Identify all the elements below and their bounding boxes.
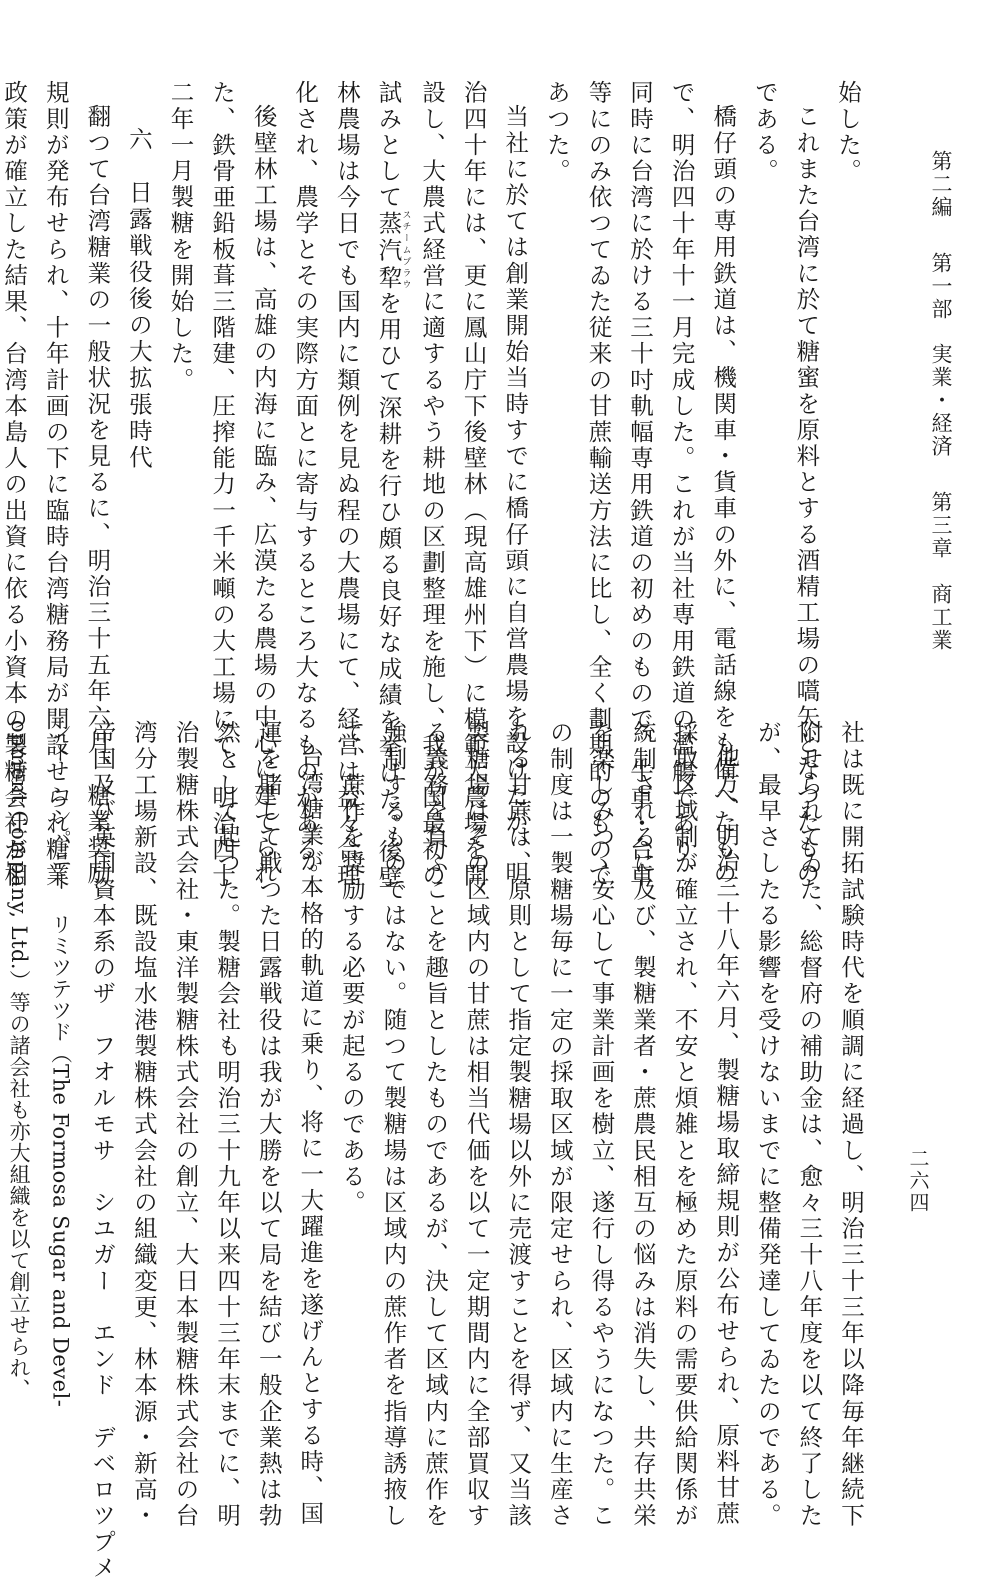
lower-line: 採取区域制が確立され、不安と煩雑とを極めた原料の需要供給関係が <box>670 720 699 1530</box>
upper-line: 翻つて台湾糖業の一般状況を見るに、明治三十五年六月、糖業奨励 <box>83 103 112 887</box>
lower-line: 然として起つた。製糖会社も明治三十九年以来四十三年末までに、明 <box>213 720 242 1530</box>
upper-line: 試みとして蒸汽犂スチームプラウを用ひて深耕を行ひ頗る良好な成績を挙げた。後壁 <box>374 80 411 892</box>
upper-line: 後壁林工場は、高雄の内海に臨み、広漠たる農場の中心に建てられ <box>249 103 278 887</box>
upper-line: 治四十年には、更に鳳山庁下後壁林（現高雄州下）に模範大農場を開 <box>459 80 488 890</box>
lower-columns <box>0 720 871 1581</box>
lower-line: 製糖場はその区域内の甘蔗は相当代価を以て一定期間内に全部買収す <box>462 720 491 1530</box>
upper-line: 橋仔頭の専用鉄道は、機関車・貨車の外に、電話線をも備へたもの <box>709 103 738 887</box>
header-topic: 実業・経済 <box>929 343 953 459</box>
header-part: 第二編 <box>929 150 953 219</box>
lower-line: 運を賭して戦つた日露戦役は我が大勝を以て局を結び一般企業熱は勃 <box>254 720 283 1530</box>
lower-line: 湾分工場新設、既設塩水港製糖株式会社の組織変更、林本源・新高・ <box>129 720 158 1530</box>
steam-plough-ruby: 蒸汽犂スチームプラウ <box>374 210 411 292</box>
lower-line: て、蔗作を奨励する必要が起るのである。 <box>337 720 366 1216</box>
lower-line: 他方、明治三十八年六月、製糖場取締規則が公布せられ、原料甘蔗 <box>712 743 741 1527</box>
lower-line: が、最早さしたる影響を受けないまでに整備発達してゐたのである。 <box>753 720 782 1530</box>
upper-line: 始した。 <box>834 80 862 185</box>
upper-line: 六 日露戦役後の大拡張時代 <box>124 127 153 472</box>
lower-line: ント コンパニー リミツテツド（The Formosa Sugar and Devel- <box>48 720 73 1408</box>
lower-line: 治製糖株式会社・東洋製糖株式会社の創立、大日本製糖株式会社の台 <box>171 720 200 1530</box>
upper-line: これまた台湾に於て糖蜜を原料とする酒精工場の嚆矢となつたもの <box>792 103 821 887</box>
upper-line: である。 <box>750 80 779 185</box>
header-chapter-title: 商工業 <box>929 582 953 652</box>
lower-line: 帝国及び英国資本系のザ フオルモサ シユガー エンド デベロツプメ <box>88 720 117 1581</box>
lower-line: を楽しみつゝ安心して事業計画を樹立、遂行し得るやうになつた。こ <box>587 720 616 1530</box>
lower-line: れる甘蔗は、原則として指定製糖場以外に売渡すことを得ず、又当該 <box>504 720 533 1530</box>
page-number: 二六四 <box>906 1148 930 1214</box>
upper-line: 二年一月製糖を開始した。 <box>166 80 195 394</box>
upper-line: 規則が発布せられ、十年計画の下に臨時台湾糖務局が開設せられ糖業 <box>41 80 70 890</box>
upper-line: た、鉄骨亜鉛板葺三階建、圧搾能力一千米噸の大工場にて、明治四十 <box>208 80 237 890</box>
upper-line: 化され、農学とその実際方面とに寄与するところ大なるものがある。 <box>291 80 320 890</box>
lower-line: 附せられてゐた、総督府の補助金は、愈々三十八年度を以て終了した <box>795 720 824 1530</box>
upper-line: 等にのみ依つてゐた従来の甘蔗輸送方法に比し、全く劃期的のもので <box>584 80 613 890</box>
lower-line: 統制されるに及び、製糖業者・蔗農民相互の悩みは消失し、共存共栄 <box>629 720 658 1530</box>
lower-line: opment Company, Ltd.）等の諸会社も亦大組織を以て創立せられ、 <box>7 720 32 1401</box>
lower-line: の制度は一製糖場毎に一定の採取区域が限定せられ、区域内に生産さ <box>545 720 574 1530</box>
upper-line: あつた。 <box>542 80 571 185</box>
upper-line: 設し、大農式経営に適するやう耕地の区劃整理を施し、我が国最初の <box>418 80 447 890</box>
upper-columns <box>0 80 868 892</box>
lower-line: 社は既に開拓試験時代を順調に経過し、明治三十三年以降毎年継続下 <box>837 720 865 1530</box>
lower-text-block <box>7 720 1003 1581</box>
upper-text-block <box>0 80 1003 892</box>
lower-line: 強制するものではない。随つて製糖場は区域内の蔗作者を指導誘掖し <box>379 720 408 1530</box>
lower-line: る義務を負ふことを趣旨としたものであるが、決して区域内に蔗作を <box>421 720 450 1530</box>
upper-line: 林農場は今日でも国内に類例を見ぬ程の大農場にて、経営は益々合理 <box>332 80 361 890</box>
upper-line: 同時に台湾に於ける三十吋軌幅専用鉄道の初めのもので、牛車・台車 <box>626 80 655 890</box>
upper-line: で、明治四十年十一月完成した。これが当社専用鉄道の濫觴であり、 <box>667 80 696 890</box>
header-section: 第一部 <box>929 251 953 321</box>
upper-line: 当社に於ては創業開始当時すでに橋仔頭に自営農場を設けたが、明 <box>501 103 530 887</box>
header-chapter: 第三章 <box>929 491 953 561</box>
upper-line: 政策が確立した結果、台湾本島人の出資に依る小資本の製糖会社が相 <box>0 80 29 890</box>
ruby-reading: スチームプラウ <box>400 210 411 292</box>
lower-line: 台湾糖業が本格的軌道に乗り、将に一大躍進を遂げんとする時、国 <box>296 743 325 1527</box>
